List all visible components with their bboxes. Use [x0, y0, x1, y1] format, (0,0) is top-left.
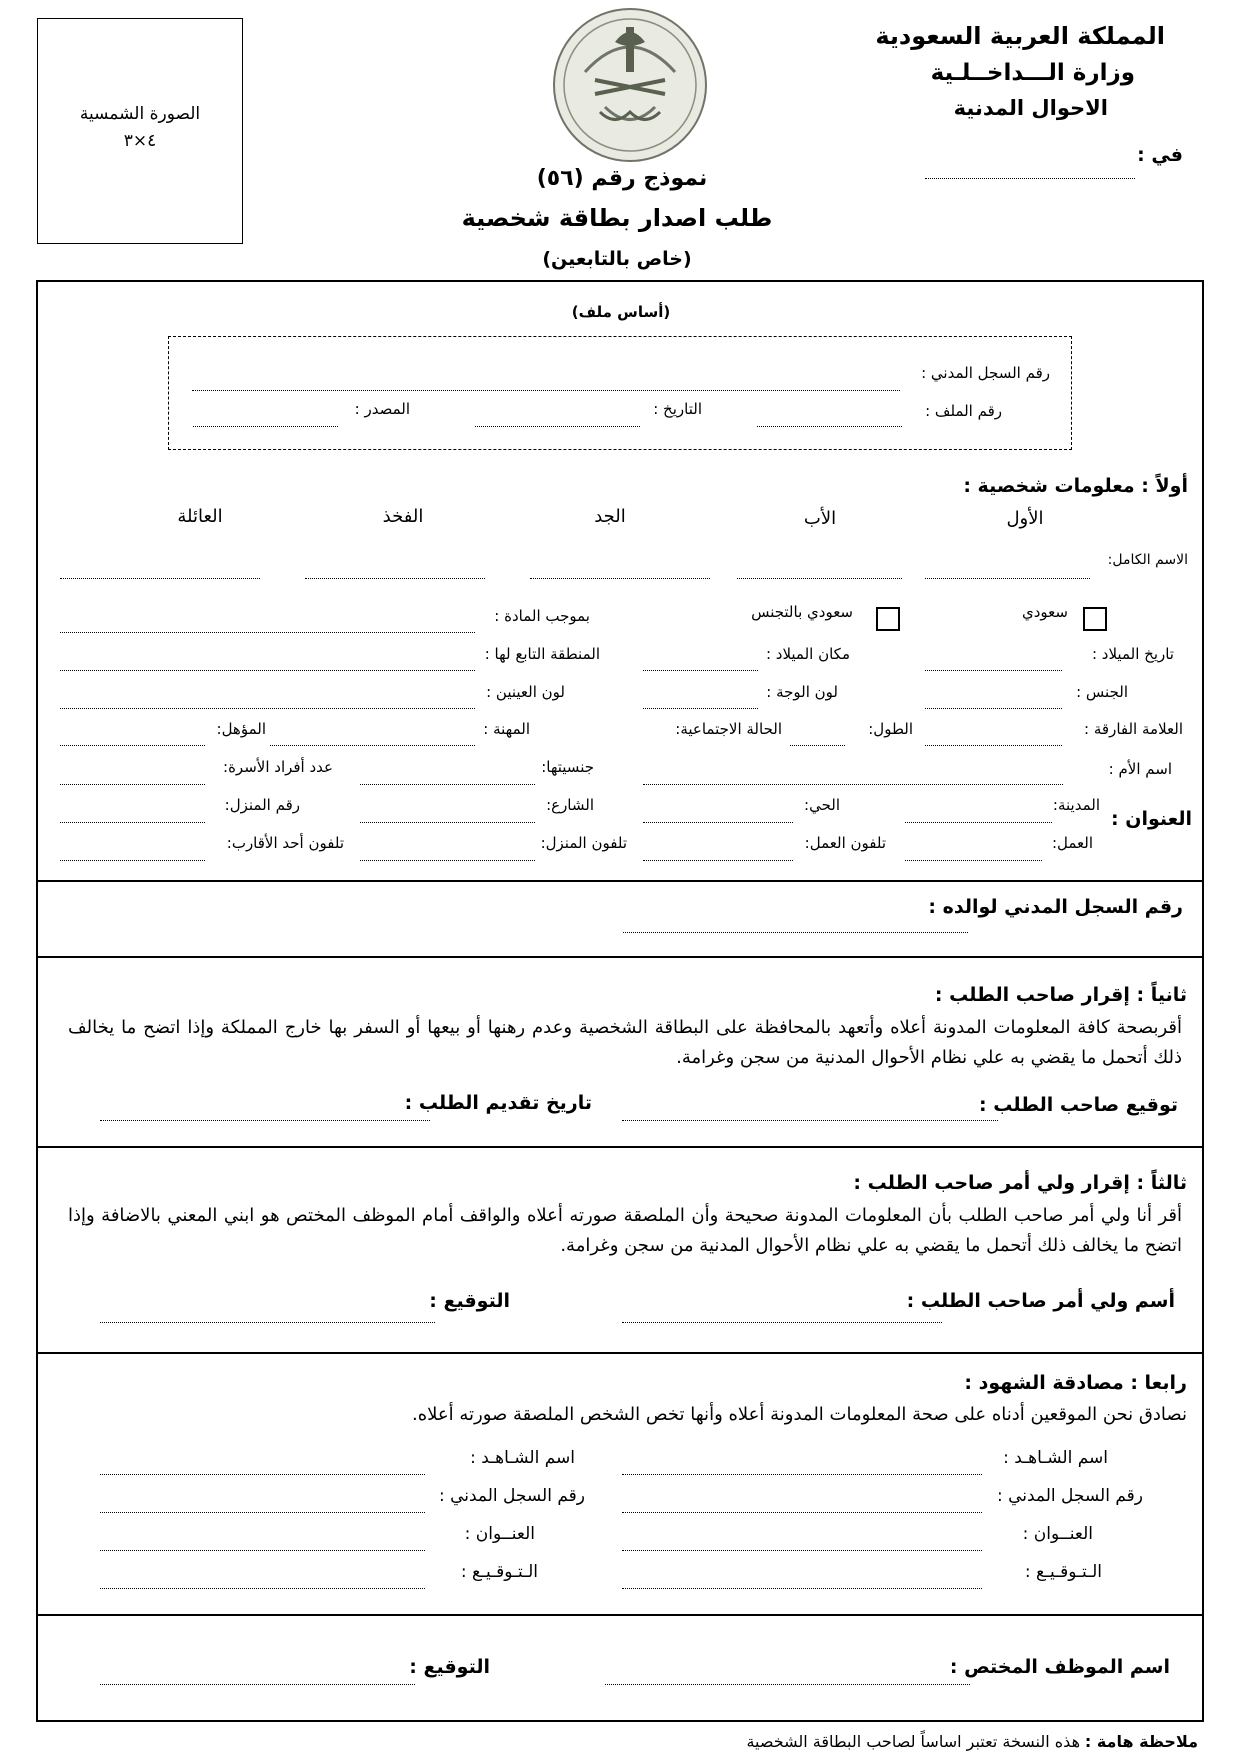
officer-name-label: اسم الموظف المختص : [949, 1656, 1170, 1678]
name-part-grandfather: الجد [594, 506, 626, 527]
guardian-declaration-text: أقر أنا ولي أمر صاحب الطلب بأن المعلومات المدونة صحيحة وأن الملصقة صورته أعلاه والواقف أمام الموظف المختص هو ابني المعني بالاضافة وإذا اتضح ما يخالف ذلك أتحمل ما يقضي به علي نظام الأحوال المدنية من سجن وغرامة. [68, 1205, 1182, 1256]
region-field[interactable] [60, 670, 475, 671]
full-name-father-field[interactable] [737, 578, 902, 579]
height-label: الطول: [868, 720, 913, 738]
applicant-signature-field[interactable] [622, 1120, 998, 1121]
witness1-address-label: العنــوان : [1022, 1524, 1093, 1544]
distinguishing-mark-field[interactable] [925, 745, 1062, 746]
by-article-field[interactable] [60, 632, 475, 633]
relative-phone-label: تلفون أحد الأقارب: [226, 834, 344, 852]
section-parent-record [36, 880, 1204, 956]
her-nationality-field[interactable] [360, 784, 535, 785]
parent-record-label: رقم السجل المدني لوالده : [928, 896, 1183, 918]
form-title: طلب اصدار بطاقة شخصية [461, 204, 773, 232]
photo-size: ٤×٣ [123, 131, 157, 151]
work-field[interactable] [905, 860, 1042, 861]
witness1-civil-record-label: رقم السجل المدني : [996, 1486, 1143, 1506]
gender-label: الجنس : [1076, 683, 1128, 701]
parent-record-field[interactable] [623, 932, 968, 933]
guardian-signature-label: التوقيع : [429, 1290, 510, 1312]
full-name-family-field[interactable] [60, 578, 260, 579]
header-department: الاحوال المدنية [953, 96, 1108, 120]
guardian-name-field[interactable] [622, 1322, 942, 1323]
date-field[interactable] [475, 426, 640, 427]
witness2-name-label: اسم الشـاهـد : [470, 1448, 575, 1468]
witness1-civil-record-field[interactable] [622, 1512, 982, 1513]
family-members-label: عدد أفراد الأسرة: [223, 758, 333, 776]
address-heading: العنوان : [1111, 808, 1192, 830]
birth-date-field[interactable] [925, 670, 1062, 671]
file-basis-title: (أساس ملف) [571, 303, 671, 321]
civil-record-label: رقم السجل المدني : [921, 364, 1050, 382]
guardian-heading: ثالثاً : إقرار ولي أمر صاحب الطلب : [853, 1172, 1187, 1194]
witness2-signature-field[interactable] [100, 1588, 425, 1589]
face-color-label: لون الوجة : [766, 683, 838, 701]
form-subtitle: (خاص بالتابعين) [542, 248, 692, 270]
mother-name-field[interactable] [643, 784, 1063, 785]
in-field[interactable] [925, 178, 1135, 179]
guardian-signature-field[interactable] [100, 1322, 435, 1323]
city-label: المدينة: [1052, 796, 1100, 814]
region-label: المنطقة التابع لها : [484, 645, 600, 663]
height-field[interactable] [790, 745, 845, 746]
birth-place-field[interactable] [643, 670, 758, 671]
file-no-label: رقم الملف : [925, 402, 1002, 420]
in-label: في : [1137, 144, 1183, 166]
family-members-field[interactable] [60, 784, 205, 785]
civil-record-field[interactable] [192, 390, 900, 391]
name-part-clan: الفخذ [382, 506, 424, 527]
work-phone-label: تلفون العمل: [804, 834, 886, 852]
her-nationality-label: جنسيتها: [541, 758, 594, 776]
qualification-field[interactable] [60, 745, 205, 746]
witness1-signature-field[interactable] [622, 1588, 982, 1589]
face-color-field[interactable] [643, 708, 758, 709]
footer-note-text: هذه النسخة تعتبر اساساً لصاحب البطاقة الشخصية [746, 1732, 1080, 1751]
full-name-first-field[interactable] [925, 578, 1090, 579]
district-label: الحي: [804, 796, 840, 814]
saudi-label: سعودي [1022, 603, 1068, 621]
footer-note-label: ملاحظة هامة : [1084, 1732, 1198, 1751]
officer-signature-label: التوقيع : [409, 1656, 490, 1678]
witness2-address-field[interactable] [100, 1550, 425, 1551]
naturalized-label: سعودي بالتجنس [751, 603, 853, 621]
birth-date-label: تاريخ الميلاد : [1091, 645, 1174, 663]
mother-name-label: اسم الأم : [1108, 760, 1172, 778]
naturalized-checkbox[interactable] [876, 607, 900, 631]
gender-field[interactable] [925, 708, 1062, 709]
witness2-civil-record-label: رقم السجل المدني : [438, 1486, 585, 1506]
photo-label: الصورة الشمسية [79, 104, 201, 124]
work-phone-field[interactable] [643, 860, 793, 861]
witness2-address-label: العنــوان : [464, 1524, 535, 1544]
full-name-clan-field[interactable] [305, 578, 485, 579]
full-name-grandfather-field[interactable] [530, 578, 710, 579]
name-part-father: الأب [803, 508, 837, 529]
by-article-label: بموجب المادة : [494, 607, 590, 625]
witness1-name-field[interactable] [622, 1474, 982, 1475]
date-label: التاريخ : [653, 400, 702, 418]
applicant-heading: ثانياً : إقرار صاحب الطلب : [934, 984, 1187, 1006]
qualification-label: المؤهل: [216, 720, 266, 738]
profession-field[interactable] [270, 745, 475, 746]
form-number: نموذج رقم (٥٦) [536, 166, 708, 191]
house-no-field[interactable] [60, 822, 205, 823]
street-label: الشارع: [546, 796, 594, 814]
witnesses-heading: رابعا : مصادقة الشهود : [964, 1372, 1187, 1394]
witness2-name-field[interactable] [100, 1474, 425, 1475]
city-field[interactable] [905, 822, 1052, 823]
witness2-signature-label: الـتـوقـيـع : [460, 1562, 538, 1582]
distinguishing-mark-label: العلامة الفارقة : [1084, 720, 1183, 738]
saudi-checkbox[interactable] [1083, 607, 1107, 631]
district-field[interactable] [643, 822, 793, 823]
submission-date-label: تاريخ تقديم الطلب : [404, 1092, 592, 1114]
file-no-field[interactable] [757, 426, 902, 427]
applicant-declaration-text: أقربصحة كافة المعلومات المدونة أعلاه وأتعهد بالمحافظة على البطاقة الشخصية وعدم رهنها أو بيعها أو السفر بها خارج المملكة وإذا اتضح ما يخالف ذلك أتحمل ما يقضي به علي نظام الأحوال المدنية من سجن وغرامة. [68, 1017, 1182, 1068]
full-name-label: الاسم الكامل: [1107, 552, 1188, 568]
emblem-logo [545, 2, 715, 172]
home-phone-label: تلفون المنزل: [540, 834, 627, 852]
marital-status-label: الحالة الاجتماعية: [675, 720, 782, 738]
eye-color-label: لون العينين : [486, 683, 565, 701]
name-part-family: العائلة [177, 506, 223, 527]
file-basis-box [168, 336, 1072, 450]
witness2-civil-record-field[interactable] [100, 1512, 425, 1513]
relative-phone-field[interactable] [60, 860, 205, 861]
submission-date-field[interactable] [100, 1120, 430, 1121]
source-label: المصدر : [354, 400, 410, 418]
profession-label: المهنة : [483, 720, 530, 738]
witness1-name-label: اسم الشـاهـد : [1003, 1448, 1108, 1468]
applicant-signature-label: توقيع صاحب الطلب : [979, 1094, 1178, 1116]
guardian-name-label: أسم ولي أمر صاحب الطلب : [906, 1290, 1175, 1312]
work-label: العمل: [1051, 834, 1093, 852]
officer-name-field[interactable] [605, 1684, 970, 1685]
house-no-label: رقم المنزل: [224, 796, 300, 814]
witnesses-text: نصادق نحن الموقعين أدناه على صحة المعلومات المدونة أعلاه وأنها تخص الشخص الملصقة صورته أعلاه. [411, 1404, 1187, 1425]
header-country: المملكة العربية السعودية [875, 22, 1165, 50]
home-phone-field[interactable] [360, 860, 535, 861]
source-field[interactable] [193, 426, 338, 427]
street-field[interactable] [360, 822, 535, 823]
eye-color-field[interactable] [60, 708, 475, 709]
name-part-first: الأول [1006, 508, 1044, 529]
witness1-address-field[interactable] [622, 1550, 982, 1551]
officer-signature-field[interactable] [100, 1684, 415, 1685]
witness1-signature-label: الـتـوقـيـع : [1024, 1562, 1102, 1582]
header-ministry: وزارة الـــداخــلـية [930, 60, 1135, 86]
personal-heading: أولاً : معلومات شخصية : [963, 475, 1188, 497]
birth-place-label: مكان الميلاد : [765, 645, 850, 663]
